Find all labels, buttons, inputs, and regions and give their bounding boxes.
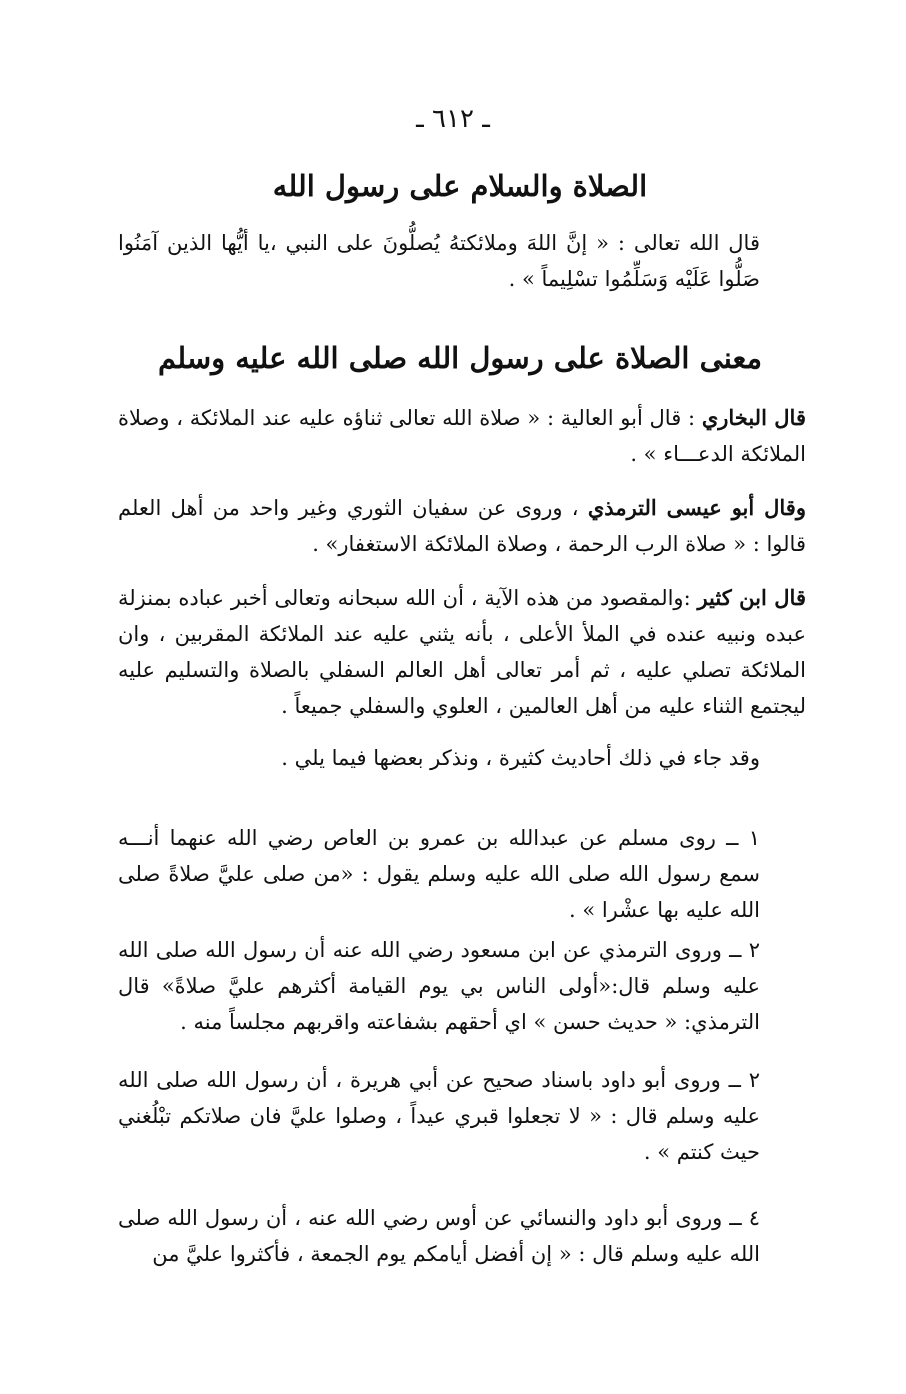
intro-paragraph (118, 225, 806, 297)
intro-text: قال الله تعالى : « إنَّ اللهَ وملائكتهُ يُصلُّونَ على النبي ،يا أيُّها الذين آمَنُوا صَلُّوا عَلَيْه وَسَلِّمُوا تسْلِيماً » . (118, 231, 760, 291)
hadith-3-text: ٢ ــ وروى أبو داود باسناد صحيح عن أبي هريرة ، أن رسول الله صلى الله عليه وسلم قال : « لا تجعلوا قبري عيداً ، وصلوا عليَّ فان صلاتكم تبْلُغني حيث كنتم » . (118, 1068, 760, 1164)
bukhari-paragraph (118, 400, 806, 472)
page-number: ـ ٦١٢ ـ (416, 104, 490, 134)
hadith-4-paragraph (118, 1200, 806, 1272)
bukhari-text: : قال أبو العالية : « صلاة الله تعالى ثناؤه عليه عند الملائكة ، وصلاة الملائكة الدعـــاء » . (118, 406, 806, 466)
tirmidhi-paragraph (118, 490, 806, 562)
section-heading-meaning: معنى الصلاة على رسول الله صلى الله عليه وسلم (157, 341, 763, 375)
tirmidhi-text: ، وروى عن سفيان الثوري وغير واحد من أهل العلم قالوا : « صلاة الرب الرحمة ، وصلاة الملائكة الاستغفار» . (118, 496, 806, 556)
tirmidhi-lead: وقال أبو عيسى الترمذي (587, 495, 806, 520)
qad-jaa-text: وقد جاء في ذلك أحاديث كثيرة ، ونذكر بعضها فيما يلي . (281, 746, 760, 770)
bukhari-lead: قال البخاري (701, 405, 806, 430)
hadith-3-paragraph (118, 1062, 806, 1170)
hadith-2-paragraph (118, 932, 806, 1040)
qad-jaa-paragraph (118, 740, 806, 776)
hadith-1-text: ١ ــ روى مسلم عن عبدالله بن عمرو بن العاص رضي الله عنهما أنـــه سمع رسول الله صلى الله عليه وسلم يقول : «من صلى عليَّ صلاةً صلى الله عليه بها عشْرا » . (118, 826, 760, 922)
hadith-4-text: ٤ ــ وروى أبو داود والنسائي عن أوس رضي الله عنه ، أن رسول الله صلى الله عليه وسلم قال : « إن أفضل أيامكم يوم الجمعة ، فأكثروا عليَّ من (118, 1206, 760, 1266)
ibn-kathir-paragraph (118, 580, 806, 724)
section-heading-salat-salam: الصلاة والسلام على رسول الله (272, 169, 648, 203)
ibn-kathir-text: :والمقصود من هذه الآية ، أن الله سبحانه وتعالى أخبر عباده بمنزلة عبده ونبيه عنده في الملأ الأعلى ، بأنه يثني عليه عند الملائكة المقربين ، وان الملائكة تصلي عليه ، ثم أمر تعالى أهل العالم السفلي بالصلاة والتسليم عليه ليجتمع الثناء عليه من أهل العالمين ، العلوي والسفلي جميعاً . (118, 586, 806, 718)
hadith-2-text: ٢ ــ وروى الترمذي عن ابن مسعود رضي الله عنه أن رسول الله صلى الله عليه وسلم قال:«أولى الناس بي يوم القيامة أكثرهم عليَّ صلاةً» قال الترمذي: « حديث حسن » اي أحقهم بشفاعته واقربهم مجلساً منه . (118, 938, 760, 1034)
hadith-1-paragraph (118, 820, 806, 928)
ibn-kathir-lead: قال ابن كثير (697, 585, 806, 610)
